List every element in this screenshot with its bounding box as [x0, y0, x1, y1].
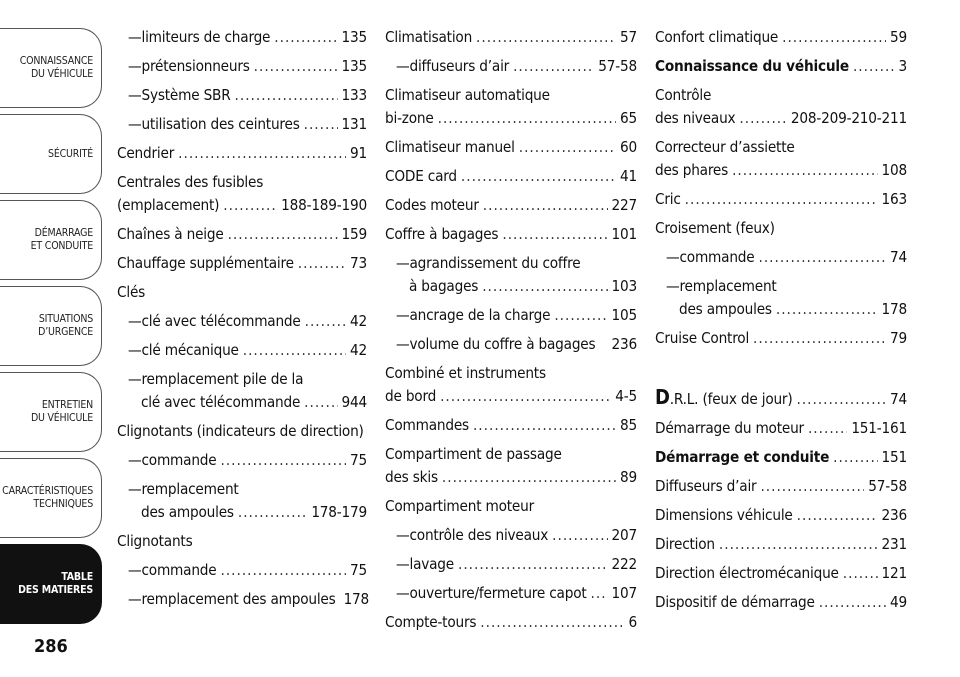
index-entry[interactable]: Chaînes à neige ..... 159 [117, 223, 367, 246]
index-entry[interactable]: Climatiseur manuel ..... 60 [385, 136, 637, 159]
index-entry[interactable]: Compte-tours ..... 6 [385, 611, 637, 634]
index-chapter-entry[interactable]: Connaissance du véhicule ..... 3 [655, 55, 907, 78]
index-entry-multiline[interactable] [117, 478, 367, 524]
index-chapter-entry[interactable]: Démarrage et conduite ..... 151 [655, 446, 907, 469]
index-entry-multiline[interactable] [655, 275, 907, 321]
index-entry[interactable]: — volume du coffre à bagages 236 [385, 333, 637, 356]
index-entry-multiline[interactable] [117, 171, 367, 217]
index-entry-multiline[interactable] [385, 362, 637, 408]
index-heading: Compartiment moteur [385, 497, 535, 515]
tab-label-line2: DU VÉHICULE [30, 412, 93, 424]
index-entry: des ampoules ..... 178 [655, 298, 907, 321]
index-entry: de bord ..... 4-5 [385, 385, 637, 408]
index-entry[interactable]: — commande ..... 75 [117, 449, 367, 472]
index-entry[interactable]: — commande ..... 75 [117, 559, 367, 582]
tab-label-line2: DES MATIERES [18, 584, 93, 596]
index-entry-multiline[interactable] [385, 84, 637, 130]
index-entry[interactable]: — ouverture/fermeture capot ..... 107 [385, 582, 637, 605]
index-heading: Correcteur d’assiette [655, 138, 795, 156]
index-entry[interactable]: Diffuseurs d’air ..... 57-58 [655, 475, 907, 498]
chapter-tabs [0, 28, 102, 630]
index-entry[interactable]: CODE card ..... 41 [385, 165, 637, 188]
index-entry: (emplacement) ..... 188-189-190 [117, 194, 367, 217]
index-entry[interactable]: — commande ..... 74 [655, 246, 907, 269]
index-heading: Compartiment de passage [385, 445, 562, 463]
section-spacer [655, 356, 907, 386]
tab-demarrage-et-conduite[interactable] [0, 200, 102, 280]
tab-table-des-matieres[interactable] [0, 544, 102, 624]
tab-label-line2: DU VÉHICULE [30, 68, 93, 80]
section-letter: D [655, 385, 670, 409]
index-entry-multiline[interactable] [385, 252, 637, 298]
tab-connaissance-du-vehicule[interactable] [0, 28, 102, 108]
index-entry: des niveaux ..... 208-209-210-211 [655, 107, 907, 130]
tab-label-line1: DÉMARRAGE [34, 227, 93, 239]
index-entry[interactable]: Chauffage supplémentaire ..... 73 [117, 252, 367, 275]
tab-securite[interactable] [0, 114, 102, 194]
tab-label-line1: SITUATIONS [38, 313, 93, 325]
index-entry[interactable]: Cric ..... 163 [655, 188, 907, 211]
index-heading: Climatiseur automatique [385, 86, 550, 104]
index-entry[interactable]: Commandes ..... 85 [385, 414, 637, 437]
index-entry[interactable]: Cruise Control ..... 79 [655, 327, 907, 350]
index-entry-multiline[interactable] [655, 136, 907, 182]
index-entry[interactable]: — prétensionneurs ..... 135 [117, 55, 367, 78]
index-entry[interactable]: — Système SBR ..... 133 [117, 84, 367, 107]
index-heading: Contrôle [655, 86, 712, 104]
tab-label-line2: TECHNIQUES [33, 498, 93, 510]
index-heading: — remplacement [117, 478, 367, 501]
tab-label-line1: SÉCURITÉ [48, 147, 93, 160]
index-entry[interactable]: Confort climatique ..... 59 [655, 26, 907, 49]
index-entry-multiline[interactable] [655, 84, 907, 130]
index-entry[interactable]: Coffre à bagages ..... 101 [385, 223, 637, 246]
index-entry[interactable]: Climatisation ..... 57 [385, 26, 637, 49]
index-heading: — remplacement [655, 275, 907, 298]
index-entry[interactable]: — clé mécanique ..... 42 [117, 339, 367, 362]
index-entry: des ampoules ..... 178-179 [117, 501, 367, 524]
index-entry: des phares ..... 108 [655, 159, 907, 182]
index-entry[interactable]: Direction électromécanique ..... 121 [655, 562, 907, 585]
index-entry: des skis ..... 89 [385, 466, 637, 489]
tab-caracteristiques-techniques[interactable] [0, 458, 102, 538]
tab-situations-durgence[interactable] [0, 286, 102, 366]
index-heading: Centrales des fusibles [117, 173, 264, 191]
index-column-3 [655, 26, 907, 620]
index-entry[interactable]: Cendrier ..... 91 [117, 142, 367, 165]
tab-label-line2: ET CONDUITE [30, 240, 93, 252]
index-entry: à bagages ..... 103 [385, 275, 637, 298]
index-entry[interactable]: — utilisation des ceintures ..... 131 [117, 113, 367, 136]
tab-label-line2: D’URGENCE [38, 326, 93, 338]
index-heading: — agrandissement du coffre [385, 252, 637, 275]
index-entry[interactable]: Démarrage du moteur ..... 151-161 [655, 417, 907, 440]
index-entry[interactable]: Direction ..... 231 [655, 533, 907, 556]
index-entry[interactable]: — limiteurs de charge ..... 135 [117, 26, 367, 49]
index-heading: — remplacement pile de la [117, 368, 367, 391]
index-entry[interactable]: Codes moteur ..... 227 [385, 194, 637, 217]
index-column-1 [117, 26, 370, 617]
index-heading: Clignotants (indicateurs de direction) [117, 422, 364, 440]
index-entry: clé avec télécommande ..... 944 [117, 391, 367, 414]
tab-label-line1: CONNAISSANCE [19, 55, 93, 67]
index-heading: Croisement (feux) [655, 219, 775, 237]
index-entry[interactable]: — remplacement des ampoules 178 [117, 588, 367, 611]
index-entry[interactable]: — clé avec télécommande ..... 42 [117, 310, 367, 333]
index-heading: Clés [117, 283, 146, 301]
index-entry: bi-zone ..... 65 [385, 107, 637, 130]
index-entry-multiline[interactable] [385, 443, 637, 489]
index-entry[interactable]: Dimensions véhicule ..... 236 [655, 504, 907, 527]
index-entry[interactable]: — ancrage de la charge ..... 105 [385, 304, 637, 327]
index-entry[interactable]: D.R.L. (feux de jour) ..... 74 [655, 386, 907, 411]
index-entry[interactable]: — contrôle des niveaux ..... 207 [385, 524, 637, 547]
index-entry[interactable]: — diffuseurs d’air ..... 57-58 [385, 55, 637, 78]
index-entry-multiline[interactable] [117, 368, 367, 414]
tab-label-line1: TABLE [61, 571, 93, 583]
index-entry[interactable]: Dispositif de démarrage ..... 49 [655, 591, 907, 614]
index-heading: Clignotants [117, 532, 193, 550]
tab-entretien-du-vehicule[interactable] [0, 372, 102, 452]
index-entry[interactable]: — lavage ..... 222 [385, 553, 637, 576]
page-number: 286 [34, 636, 68, 657]
tab-label-line1: ENTRETIEN [41, 399, 93, 411]
index-heading: Combiné et instruments [385, 364, 546, 382]
tab-label-line1: CARACTÉRISTIQUES [2, 485, 93, 497]
index-column-2 [385, 26, 637, 640]
